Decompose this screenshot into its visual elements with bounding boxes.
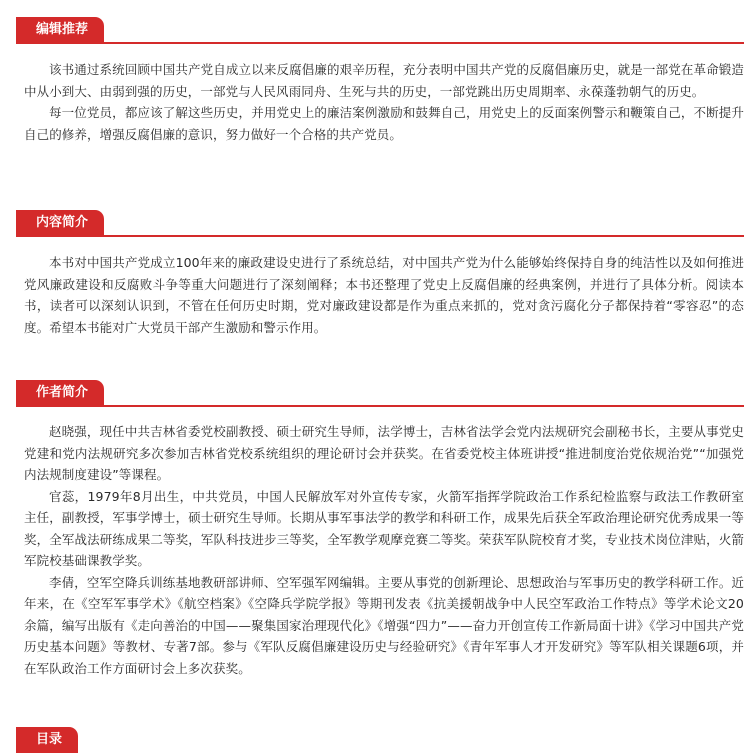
section-title: 目录: [16, 727, 78, 753]
section-title: 作者简介: [16, 380, 104, 406]
paragraph: 官蕊，1979年8月出生，中共党员，中国人民解放军对外宣传专家，火箭军指挥学院政治工作系纪检监察与政法工作教研室主任，副教授，军事学博士，硕士研究生导师。长期从事军事法学的教学和科研工作，成果先后获全军政治理论研究优秀成果一等奖，全军战法研练成果二等奖，军队科技进步三等奖，全军教学观摩竞赛二等奖。荣获军队院校育才奖，专业技术岗位津贴，火箭军院校基础课教学奖。: [24, 488, 744, 568]
section-body: [24, 421, 744, 679]
paragraph: 赵晓强，现任中共吉林省委党校副教授、硕士研究生导师，法学博士，吉林省法学会党内法规研究会副秘书长，主要从事党史党建和党内法规研究多次参加吉林省党校系统组织的理论研讨会并获奖。在省委党校主体班讲授“推进制度治党依规治党”“加强党内法规制度建设”等课程。: [24, 424, 744, 482]
paragraph: 本书对中国共产党成立100年来的廉政建设史进行了系统总结，对中国共产党为什么能够始终保持自身的纯洁性以及如何推进党风廉政建设和反腐败斗争等重大问题进行了深刻阐释；本书还整理了党史上反腐倡廉的经典案例，并进行了具体分析。阅读本书，读者可以深刻认识到，不管在任何历史时期，党对廉政建设都是作为重点来抓的，党对贪污腐化分子都保持着“零容忍”的态度。希望本书能对广大党员干部产生激励和警示作用。: [24, 255, 744, 335]
section-divider: [16, 42, 744, 44]
section-body: [24, 59, 744, 145]
section-body: [24, 252, 744, 338]
section-divider: [16, 235, 744, 237]
section-divider: [16, 405, 744, 407]
section-title: 内容简介: [16, 210, 104, 236]
paragraph: 该书通过系统回顾中国共产党自成立以来反腐倡廉的艰辛历程，充分表明中国共产党的反腐倡廉历史，就是一部党在革命锻造中从小到大、由弱到强的历史，一部党与人民风雨同舟、生死与共的历史，一部党跳出历史周期率、永葆蓬勃朝气的历史。: [24, 62, 744, 99]
section-title: 编辑推荐: [16, 17, 104, 43]
paragraph: 每一位党员，都应该了解这些历史，并用党史上的廉洁案例激励和鼓舞自己，用党史上的反面案例警示和鞭策自己，不断提升自己的修养，增强反腐倡廉的意识，努力做好一个合格的共产党员。: [24, 105, 744, 142]
paragraph: 李倩，空军空降兵训练基地教研部讲师、空军强军网编辑。主要从事党的创新理论、思想政治与军事历史的教学科研工作。近年来，在《空军军事学术》《航空档案》《空降兵学院学报》等期刊发表《抗美援朝战争中人民空军政治工作特点》等学术论文20余篇，编写出版有《走向善治的中国——聚集国家治理现代化》《增强“四力”——奋力开创宣传工作新局面十讲》《学习中国共产党历史基本问题》等教材、专著7部。参与《军队反腐倡廉建设历史与经验研究》《青年军事人才开发研究》等军队相关课题6项，并在军队政治工作方面研讨会上多次获奖。: [24, 574, 744, 676]
